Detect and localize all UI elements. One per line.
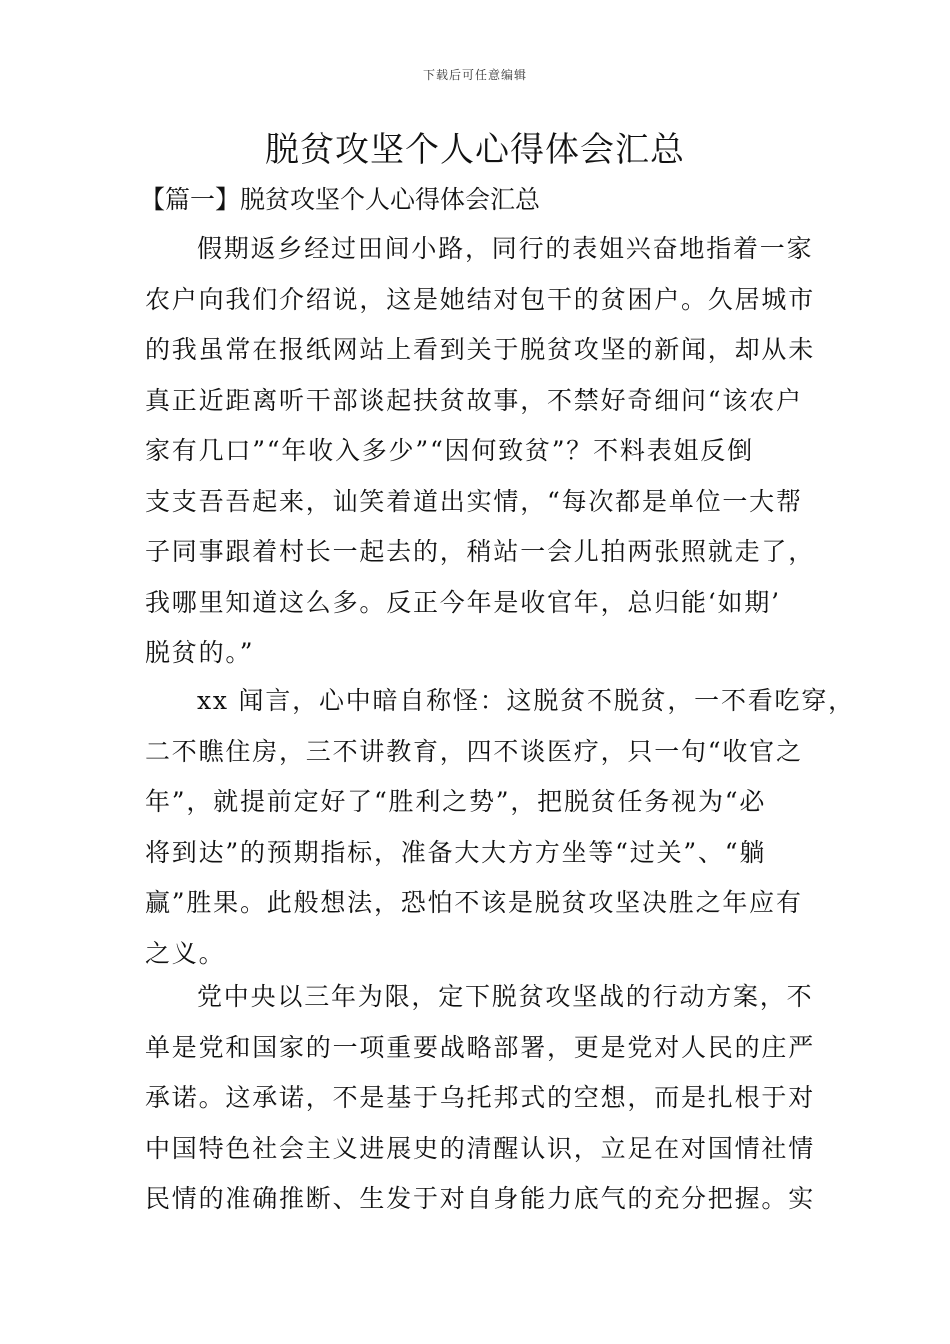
paragraph-line: 之义。: [145, 938, 226, 968]
paragraph-line: 单是党和国家的一项重要战略部署，更是党对人民的庄严: [145, 1032, 816, 1062]
paragraph-line: 年”，就提前定好了“胜利之势”，把脱贫任务视为“必: [145, 787, 767, 816]
section-heading: 【篇一】脱贫攻坚个人心得体会汇总: [140, 185, 541, 214]
paragraph-line: 脱贫的。”: [145, 638, 255, 667]
paragraph-line: 假期返乡经过田间小路，同行的表姐兴奋地指着一家: [197, 234, 814, 263]
paragraph-1: [145, 224, 816, 679]
paragraph-line: 承诺。这承诺，不是基于乌托邦式的空想，而是扎根于对: [145, 1083, 816, 1112]
paragraph-3: [145, 972, 816, 1225]
paragraph-line: 真正近距离听干部谈起扶贫故事，不禁好奇细问“该农户: [145, 385, 803, 415]
paragraph-line: 农户向我们介绍说，这是她结对包干的贫困户。久居城市: [145, 284, 816, 314]
paragraph-line: 将到达”的预期指标，准备大大方方坐等“过关”、“躺: [145, 837, 767, 867]
paragraph-line: 我哪里知道这么多。反正今年是收官年，总归能‘如期’: [145, 587, 781, 617]
paragraph-line: 民情的准确推断、生发于对自身能力底气的充分把握。实: [145, 1184, 816, 1213]
paragraph-line: 党中央以三年为限，定下脱贫攻坚战的行动方案，不: [197, 982, 814, 1011]
paragraph-line: 支支吾吾起来，讪笑着道出实情，“每次都是单位一大帮: [145, 486, 803, 516]
paragraph-line: 子同事跟着村长一起去的，稍站一会儿拍两张照就走了，: [145, 537, 816, 566]
paragraph-line: xx 闻言，心中暗自称怪：这脱贫不脱贫，一不看吃穿，: [197, 686, 855, 715]
paragraph-line: 中国特色社会主义进展史的清醒认识，立足在对国情社情: [145, 1133, 816, 1163]
paragraph-line: 家有几口”“年收入多少”“因何致贫”？不料表姐反倒: [145, 436, 754, 465]
paragraph-2: [145, 676, 855, 979]
header-note: 下载后可任意编辑: [422, 68, 527, 82]
paragraph-line: 的我虽常在报纸网站上看到关于脱贫攻坚的新闻，却从未: [145, 335, 816, 364]
paragraph-line: 赢”胜果。此般想法，恐怕不该是脱贫攻坚决胜之年应有: [145, 888, 803, 917]
document-title: 脱贫攻坚个人心得体会汇总: [265, 130, 685, 170]
paragraph-line: 二不瞧住房，三不讲教育，四不谈医疗，只一句“收官之: [145, 736, 803, 766]
